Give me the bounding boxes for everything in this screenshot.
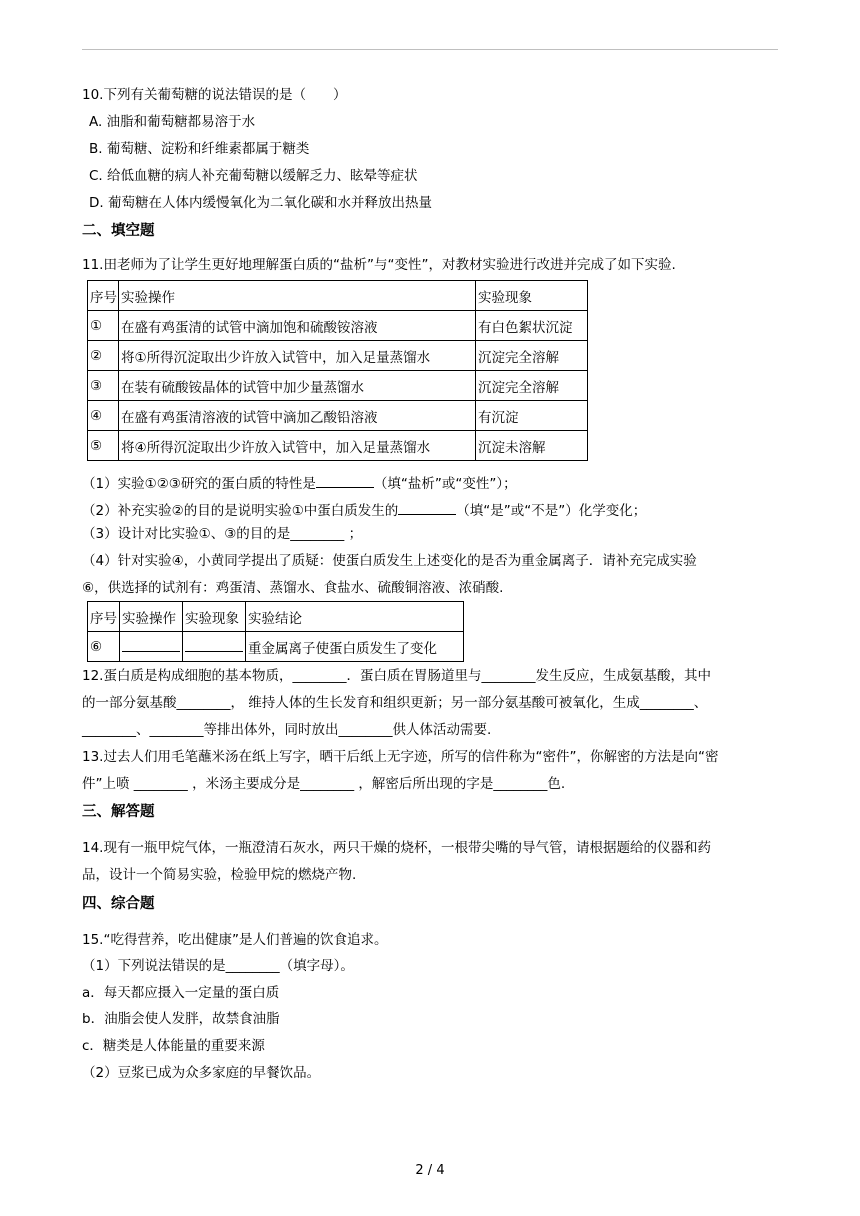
table-header-cell: 序号: [88, 281, 119, 311]
q10-option-c: C. 给低血糖的病人补充葡萄糖以缓解乏力、眩晕等症状: [89, 168, 418, 184]
q10-option-b: B. 葡萄糖、淀粉和纤维素都属于糖类: [89, 141, 310, 157]
q15-option-a: a．每天都应摄入一定量的蛋白质: [82, 985, 280, 1001]
table-cell: 沉淀完全溶解: [476, 341, 588, 371]
q11-sub4-line2: ⑥，供选择的试剂有：鸡蛋清、蒸馏水、食盐水、硫酸铜溶液、浓硝酸.: [82, 580, 504, 596]
q11-sub2-text-b: （填“是”或“不是”）化学变化；: [456, 503, 647, 519]
q10-stem: 10.下列有关葡萄糖的说法错误的是（ ）: [82, 87, 347, 103]
table-cell: 在盛有鸡蛋清的试管中滴加饱和硫酸铵溶液: [119, 311, 476, 341]
table-cell: ②: [88, 341, 119, 371]
q11-sub4-line1: （4）针对实验④，小黄同学提出了质疑：使蛋白质发生上述变化的是否为重金属离子．请补充完成实验: [82, 553, 697, 569]
q11-stem: 11.田老师为了让学生更好地理解蛋白质的“盐析”与“变性”，对教材实验进行改进并完成了如下实验.: [82, 257, 676, 273]
q11-sub2-text-a: （2）补充实验②的目的是说明实验①中蛋白质发生的: [82, 503, 399, 519]
answer-blank: [398, 501, 456, 515]
table-cell: 重金属离子使蛋白质发生了变化: [246, 632, 464, 662]
table-header-cell: 实验结论: [246, 602, 464, 632]
q11-experiment-table: [87, 280, 588, 461]
section-heading-answer: 三、解答题: [82, 804, 155, 820]
table-row: [88, 311, 588, 341]
q13-line1: 13.过去人们用毛笔蘸米汤在纸上写字，晒干后纸上无字迹，所写的信件称为“密件”，你解密的方法是向“密: [82, 749, 719, 765]
table-header-cell: 序号: [88, 602, 120, 632]
q11-sub1-text-a: （1）实验①②③研究的蛋白质的特性是: [82, 476, 316, 492]
table-header-cell: 实验操作: [119, 281, 476, 311]
page-number: 2 / 4: [415, 1163, 445, 1178]
table-cell: ④: [88, 401, 119, 431]
q14-line2: 品，设计一个简易实验，检验甲烷的燃烧产物.: [82, 867, 357, 883]
q11-sub1: [82, 474, 517, 492]
table-row: [88, 632, 464, 662]
section-heading-comprehensive: 四、综合题: [82, 896, 155, 912]
table-header-cell: 实验操作: [120, 602, 183, 632]
q12-line1: 12.蛋白质是构成细胞的基本物质，________．蛋白质在胃肠道里与________发生反应，生成氨基酸，其中: [82, 668, 711, 684]
answer-blank: [185, 638, 243, 652]
table-header-row: [88, 281, 588, 311]
answer-blank: [122, 638, 180, 652]
table-cell-blank: [183, 632, 246, 662]
q15-option-b: b．油脂会使人发胖，故禁食油脂: [82, 1011, 280, 1027]
table-cell: ⑥: [88, 632, 120, 662]
q13-line2: 件”上喷 ________ ，米汤主要成分是________ ，解密后所出现的字是________色.: [82, 776, 566, 792]
q15-sub1: （1）下列说法错误的是________（填字母）。: [82, 958, 354, 974]
table-row: [88, 431, 588, 461]
q10-option-a: A. 油脂和葡萄糖都易溶于水: [89, 114, 256, 130]
answer-blank: [316, 474, 374, 488]
q14-line1: 14.现有一瓶甲烷气体，一瓶澄清石灰水，两只干燥的烧杯，一根带尖嘴的导气管，请根据题给的仪器和药: [82, 840, 711, 856]
table-cell: 沉淀完全溶解: [476, 371, 588, 401]
q11-sub2: [82, 501, 646, 519]
table-cell: ⑤: [88, 431, 119, 461]
q10-option-d: D. 葡萄糖在人体内缓慢氧化为二氧化碳和水并释放出热量: [89, 195, 432, 211]
table-cell: ①: [88, 311, 119, 341]
q12-line3: ________、________等排出体外，同时放出________供人体活动需要.: [82, 722, 492, 738]
section-heading-fill-in: 二、填空题: [82, 223, 155, 239]
q11-sub3: （3）设计对比实验①、③的目的是________ ；: [82, 526, 363, 542]
table-cell: 在装有硫酸铵晶体的试管中加少量蒸馏水: [119, 371, 476, 401]
table-cell: 将④所得沉淀取出少许放入试管中，加入足量蒸馏水: [119, 431, 476, 461]
q15-option-c: c．糖类是人体能量的重要来源: [82, 1038, 265, 1054]
q12-line2: 的一部分氨基酸________， 维持人体的生长发育和组织更新；另一部分氨基酸可被氧化，生成________、: [82, 695, 708, 711]
table-row: [88, 371, 588, 401]
table-cell: 在盛有鸡蛋清溶液的试管中滴加乙酸铅溶液: [119, 401, 476, 431]
table-cell: 沉淀未溶解: [476, 431, 588, 461]
table-row: [88, 341, 588, 371]
q15-stem: 15.“吃得营养，吃出健康”是人们普遍的饮食追求。: [82, 932, 388, 948]
header-rule: [82, 49, 778, 50]
table-cell: ③: [88, 371, 119, 401]
table-cell: 将①所得沉淀取出少许放入试管中，加入足量蒸馏水: [119, 341, 476, 371]
table-header-cell: 实验现象: [183, 602, 246, 632]
table-header-cell: 实验现象: [476, 281, 588, 311]
table-cell-blank: [120, 632, 183, 662]
q11-supplement-table: [87, 601, 464, 662]
q15-sub2: （2）豆浆已成为众多家庭的早餐饮品。: [82, 1065, 321, 1081]
table-row: [88, 401, 588, 431]
q11-sub1-text-b: （填“盐析”或“变性”）；: [373, 476, 517, 492]
table-header-row: [88, 602, 464, 632]
table-cell: 有白色絮状沉淀: [476, 311, 588, 341]
table-cell: 有沉淀: [476, 401, 588, 431]
